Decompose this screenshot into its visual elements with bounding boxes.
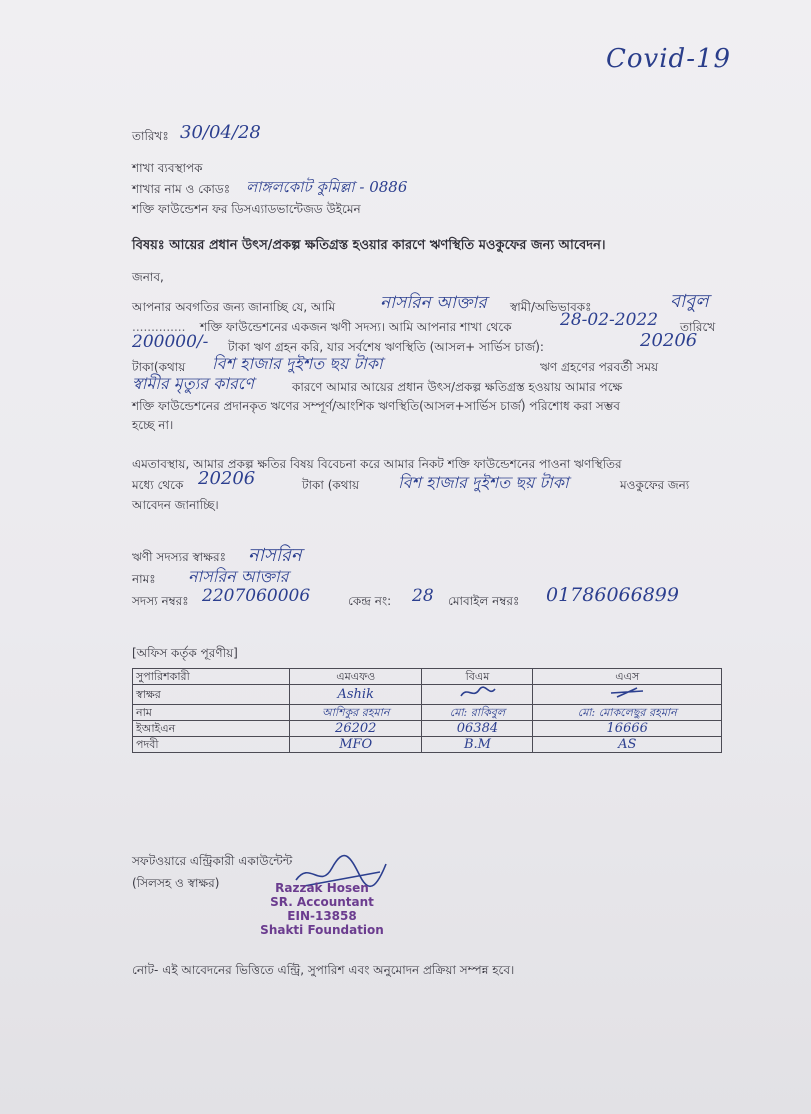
- salutation: জনাব,: [132, 270, 164, 284]
- guardian-hand: বাবুল: [670, 291, 709, 312]
- para2-text1: এমতাবস্থায়, আমার প্রকল্প ক্ষতির বিষয় বিবেচনা করে আমার নিকট শক্তি ফাউন্ডেশনের পাওনা ঋণস্থিতির: [132, 457, 622, 471]
- table-cell: Ashik: [290, 685, 422, 705]
- date-value: 30/04/28: [180, 122, 261, 143]
- table-cell: 16666: [533, 721, 722, 737]
- center-value: 28: [412, 586, 434, 606]
- loan-date-hand: 28-02-2022: [560, 310, 659, 330]
- reason-hand: স্বামীর মৃত্যুর কারণে: [132, 374, 254, 393]
- stamp-name: Razzak Hosen: [275, 881, 369, 895]
- para2-text4: মওকুফের জন্য: [620, 478, 690, 492]
- para1-text4: তারিখে: [680, 320, 716, 334]
- member-name-value: নাসরিন আক্তার: [188, 567, 289, 586]
- para1-text1: আপনার অবগতির জন্য জানাচ্ছি যে, আমি: [132, 300, 336, 314]
- para1-text3: শক্তি ফাউন্ডেশনের একজন ঋণী সদস্য। আমি আপনার শাখা থেকে: [200, 320, 512, 334]
- branch-label: শাখার নাম ও কোডঃ: [132, 182, 231, 196]
- waiver-words-hand: বিশ হাজার দুইশত ছয় টাকা: [398, 473, 569, 492]
- table-cell: AS: [533, 737, 722, 753]
- mobile-label: মোবাইল নম্বরঃ: [448, 594, 520, 608]
- as-signature: [607, 685, 647, 700]
- para1-text8: কারণে আমার আয়ের প্রধান উৎস/প্রকল্প ক্ষতিগ্রস্ত হওয়ায় আমার পক্ষে: [292, 380, 623, 394]
- recommendation-table: [132, 668, 722, 753]
- office-use-label: [অফিস কর্তৃক পূরণীয়]: [132, 646, 238, 660]
- table-row-label: নাম: [133, 705, 290, 721]
- para2-text5: আবেদন জানাচ্ছি।: [132, 498, 219, 512]
- table-header-row: [133, 669, 722, 685]
- accountant-stamp: [254, 881, 390, 937]
- stamp-org: Shakti Foundation: [260, 923, 384, 937]
- para1-text6: টাকা(কথায়: [132, 360, 186, 374]
- para1-text9: শক্তি ফাউন্ডেশনের প্রদানকৃত ঋণের সম্পূর্ণ/আংশিক ঋণস্থিতি(আসল+সার্ভিস চার্জ) পরিশোধ করা সম্ভব: [132, 399, 620, 413]
- date-label: তারিখঃ: [132, 129, 169, 143]
- subject: বিষয়ঃ আয়ের প্রধান উৎস/প্রকল্প ক্ষতিগ্রস্ত হওয়ার কারণে ঋণস্থিতি মওকুফের জন্য আবেদন।: [132, 238, 606, 253]
- stamp-title: SR. Accountant: [270, 895, 374, 909]
- table-cell: 06384: [422, 721, 533, 737]
- software-entry-label: সফটওয়ারে এন্ট্রিকারী একাউন্টেন্ট: [132, 854, 293, 868]
- table-header-cell: এমএফও: [290, 669, 422, 685]
- table-header-cell: সুপারিশকারী: [133, 669, 290, 685]
- addressee-line3: শক্তি ফাউন্ডেশন ফর ডিসএ্যাডভান্টেজড উইমেন: [132, 202, 361, 216]
- table-row: [133, 705, 722, 721]
- table-row-label: স্বাক্ষর: [133, 685, 290, 705]
- table-row-label: পদবী: [133, 737, 290, 753]
- para1-text2: স্বামী/অভিভাবকঃ: [510, 300, 592, 314]
- balance-hand: 20206: [640, 330, 698, 351]
- waiver-amount-hand: 20206: [198, 468, 256, 489]
- table-cell: মো: রাকিবুল: [422, 705, 533, 721]
- table-cell: 26202: [290, 721, 422, 737]
- table-row-label: ইআইএন: [133, 721, 290, 737]
- table-header-cell: এএস: [533, 669, 722, 685]
- table-cell: আশিকুর রহমান: [290, 705, 422, 721]
- mobile-value: 01786066899: [546, 584, 679, 606]
- software-entry-sublabel: (সিলসহ ও স্বাক্ষর): [132, 876, 220, 890]
- member-name-label: নামঃ: [132, 572, 156, 586]
- member-id-label: সদস্য নম্বরঃ: [132, 594, 189, 608]
- addressee-line1: শাখা ব্যবস্থাপক: [132, 161, 203, 175]
- loan-amount-hand: 200000/-: [132, 332, 209, 352]
- para1-text7: ঋণ গ্রহণের পরবর্তী সময়: [540, 360, 659, 374]
- table-row: [133, 737, 722, 753]
- stamp-ein: EIN-13858: [287, 909, 357, 923]
- branch-value: লাঙ্গলকোট কুমিল্লা - 0886: [246, 178, 408, 196]
- para1-text10: হচ্ছে না।: [132, 418, 174, 432]
- para2-text3: টাকা (কথায়: [302, 478, 360, 492]
- center-label: কেন্দ্র নং:: [348, 594, 392, 608]
- balance-words-hand: বিশ হাজার দুইশত ছয় টাকা: [212, 354, 383, 373]
- member-sig-label: ঋণী সদস্যর স্বাক্ষরঃ: [132, 550, 226, 564]
- table-cell: মো: মোকলেছুর রহমান: [533, 705, 722, 721]
- bm-signature: [457, 685, 497, 700]
- footer-note: নোট- এই আবেদনের ভিত্তিতে এন্ট্রি, সুপারিশ এবং অনুমোদন প্রক্রিয়া সম্পন্ন হবে।: [132, 963, 515, 977]
- para1-text5: টাকা ঋণ গ্রহন করি, যার সর্বশেষ ঋণস্থিতি (আসল+ সার্ভিস চার্জ):: [228, 340, 544, 354]
- member-signature: নাসরিন: [248, 545, 302, 566]
- table-cell: MFO: [290, 737, 422, 753]
- table-row: [133, 685, 722, 705]
- member-name-hand: নাসরিন আক্তার: [380, 293, 487, 313]
- table-cell: [533, 685, 722, 705]
- table-header-cell: বিএম: [422, 669, 533, 685]
- table-cell: [422, 685, 533, 705]
- member-id-value: 2207060006: [202, 586, 311, 606]
- table-cell: B.M: [422, 737, 533, 753]
- table-row: [133, 721, 722, 737]
- para2-text2: মধ্যে থেকে: [132, 478, 184, 492]
- covid-note: Covid-19: [606, 44, 732, 74]
- para1-dots: ..............: [132, 320, 186, 334]
